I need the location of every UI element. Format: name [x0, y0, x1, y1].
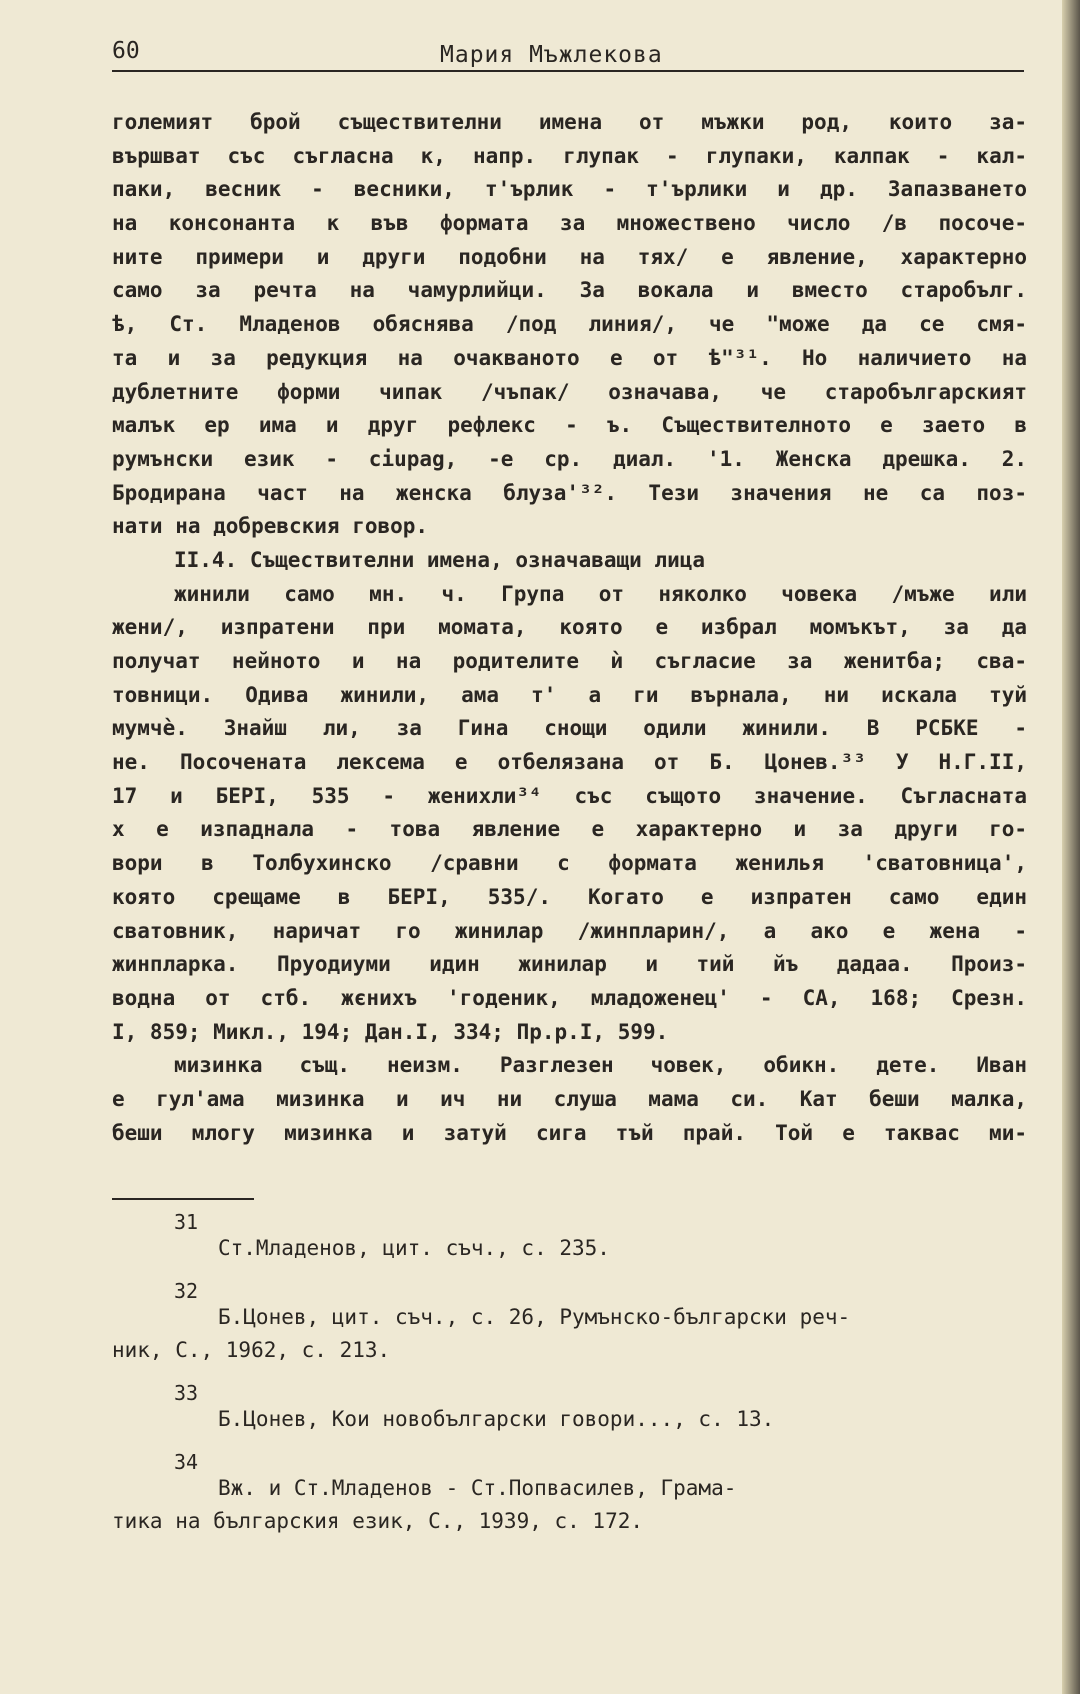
footnote-number: 31 — [174, 1210, 199, 1234]
footnotes — [112, 1210, 1027, 1552]
footnote-text: ник, С., 1962, с. 213. — [112, 1338, 391, 1362]
body-text — [112, 106, 1027, 1150]
body-line: големият брой съществителни имена от мъжки род, които за- — [112, 110, 1027, 134]
body-line: на консонанта к във формата за множествено число /в посоче- — [112, 211, 1027, 236]
body-line: вършват със съгласна к, напр. глупак - глупаки, калпак - кал- — [112, 143, 1027, 168]
page-number: 60 — [112, 38, 140, 64]
body-line: сватовник, наричат го жинилар /жинпларин/, а ако е жена - — [112, 918, 1027, 943]
body-line: е гул'ама мизинка и ич ни слуша мама си. Кат беши малка, — [112, 1086, 1027, 1111]
body-line: нати на добревския говор. — [112, 514, 429, 539]
body-line: 17 и БЕРI, 535 - женихли³⁴ със същото значение. Съгласната — [112, 783, 1027, 808]
header-rule — [112, 70, 1024, 72]
body-line: само за речта на чамурлийци. За вокала и вместо старобълг. — [112, 278, 1027, 303]
body-line: румънски език - ciupag, -е ср. диал. '1. Женска дрешка. 2. — [112, 446, 1027, 471]
body-line: I, 859; Микл., 194; Дан.I, 334; Пр.р.I, 599. — [112, 1019, 669, 1044]
body-line: вори в Толбухинско /сравни с формата женилья 'сватовница', — [112, 851, 1027, 876]
body-line: малък ер има и друг рефлекс - ъ. Съществителното е заето в — [112, 413, 1027, 438]
footnote-number: 34 — [174, 1450, 199, 1474]
body-line: мумчѐ. Знайш ли, за Гина снощи одили жинили. В РСБКЕ - — [112, 716, 1027, 741]
footnote-text: тика на българския език, С., 1939, с. 172. — [112, 1509, 644, 1533]
footnote — [112, 1210, 1027, 1265]
footnote-text: Б.Цонев, Кои новобългарски говори..., с. 13. — [218, 1407, 775, 1431]
body-line: II.4. Съществителни имена, означаващи лица — [174, 547, 706, 572]
body-line: товници. Одива жинили, ама т' а ги върнала, ни искала туй — [112, 682, 1027, 707]
body-line: получат нейното и на родителите ѝ съгласие за женитба; сва- — [112, 649, 1027, 673]
body-line: жинпларка. Пруодиуми идин жинилар и тий йъ дадаа. Произ- — [112, 952, 1027, 977]
body-line: водна от стб. жєнихъ 'годеник, младоженец' - СА, 168; Срезн. — [112, 985, 1027, 1010]
body-line: та и за редукция на очакваното е от ѣ"³¹. Но наличието на — [112, 345, 1027, 370]
body-line: дублетните форми чипак /чъпак/ означава, че старобългарският — [112, 379, 1027, 404]
footnote — [112, 1450, 1027, 1538]
body-line: паки, весник - весники, т'ърлик - т'ърлики и др. Запазването — [112, 177, 1027, 202]
running-title: Мария Мъжлекова — [440, 42, 663, 68]
body-line: х е изпаднала - това явление е характерно и за други го- — [112, 817, 1027, 842]
body-line: Бродирана част на женска блуза'³². Тези значения не са поз- — [112, 480, 1027, 505]
body-line: беши млогу мизинка и затуй сига тъй прай. Той е таквас ми- — [112, 1120, 1027, 1145]
footnote-separator — [112, 1198, 254, 1200]
body-line: мизинка същ. неизм. Разглезен човек, обикн. дете. Иван — [174, 1053, 1027, 1078]
body-line: която срещаме в БЕРI, 535/. Когато е изпратен само един — [112, 884, 1027, 909]
body-line: не. Посочената лексема е отбелязана от Б. Цонев.³³ У Н.Г.II, — [112, 750, 1027, 775]
footnote-text: Вж. и Ст.Младенов - Ст.Попвасилев, Грама- — [218, 1476, 737, 1500]
footnote-number: 32 — [174, 1279, 199, 1303]
body-line: жени/, изпратени при момата, която е избрал момъкът, за да — [112, 615, 1027, 640]
page-header — [112, 38, 1024, 72]
body-line: жинили само мн. ч. Група от няколко човека /мъже или — [174, 581, 1027, 606]
footnote-text: Б.Цонев, цит. съч., с. 26, Румънско-български реч- — [218, 1305, 851, 1329]
page-edge-shadow — [1062, 0, 1080, 1694]
body-line: ните примери и други подобни на тях/ е явление, характерно — [112, 244, 1027, 269]
footnote-text: Ст.Младенов, цит. съч., с. 235. — [218, 1236, 610, 1260]
footnote — [112, 1279, 1027, 1367]
body-line: ѣ, Ст. Младенов обяснява /под линия/, че "може да се смя- — [112, 312, 1027, 337]
footnote-number: 33 — [174, 1381, 199, 1405]
footnote — [112, 1381, 1027, 1436]
